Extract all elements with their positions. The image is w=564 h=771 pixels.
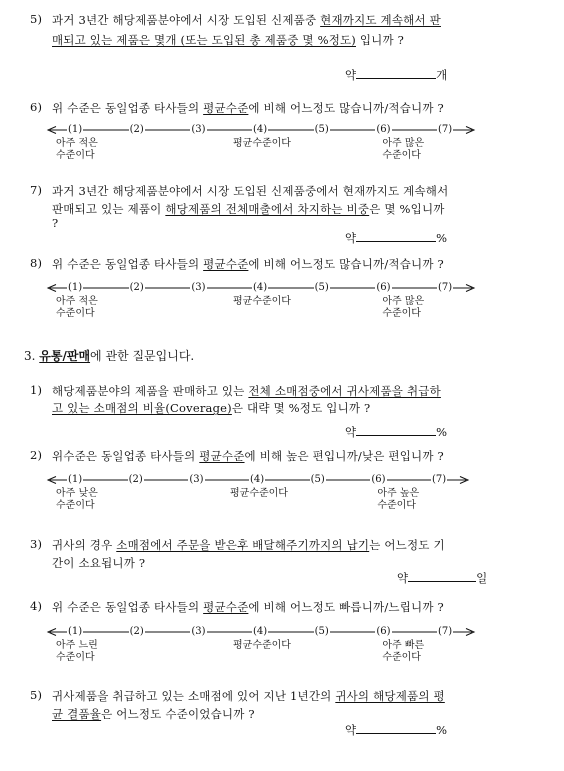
s2-scale-point-5[interactable]: (5) bbox=[310, 474, 325, 485]
q7-answer-unit: % bbox=[436, 231, 448, 245]
q8-high-label-line-1: 아주 많은 bbox=[382, 296, 425, 307]
q8-num: 8) bbox=[30, 256, 43, 270]
s4-high-label-line-1: 아주 빠른 bbox=[382, 640, 425, 651]
s2-scale-point-1[interactable]: (1) bbox=[68, 474, 83, 485]
s4-mid-label-line-1: 평균수준이다 bbox=[233, 640, 291, 651]
s2-scale-point-2[interactable]: (2) bbox=[128, 474, 143, 485]
s2-scale-point-3[interactable]: (3) bbox=[189, 474, 204, 485]
s3-line2: 간이 소요됩니까 ? bbox=[52, 556, 146, 570]
q5-text-d: 입니까 ? bbox=[356, 33, 405, 47]
q6-low-label-line-2: 수준이다 bbox=[56, 150, 95, 161]
s4-text-c: 에 비해 어느정도 빠릅니까/느립니까 ? bbox=[248, 600, 444, 614]
s2-mid-label-line-1: 평균수준이다 bbox=[230, 488, 288, 499]
s2-text-b: 평균수준 bbox=[199, 449, 245, 463]
s4-scale-point-5[interactable]: (5) bbox=[314, 626, 329, 637]
s4-high-label bbox=[382, 640, 424, 664]
section3-rest: 에 관한 질문입니다. bbox=[90, 349, 195, 363]
q7-num: 7) bbox=[30, 183, 43, 197]
q7-line3: ? bbox=[52, 216, 59, 230]
s4-text-a: 위 수준은 동일업종 타사들의 bbox=[52, 600, 204, 614]
s1-text-c: 고 있는 소매점의 비율(Coverage) bbox=[52, 401, 232, 415]
section3-title: 유통/판매 bbox=[39, 349, 91, 363]
s4-scale-point-3[interactable]: (3) bbox=[191, 626, 206, 637]
q6-scale-point-2[interactable]: (2) bbox=[129, 124, 144, 135]
s5-text-a: 귀사제품을 취급하고 있는 소매점에 있어 지난 1년간의 bbox=[52, 689, 336, 703]
s2-num: 2) bbox=[30, 448, 43, 462]
s2-low-label-line-2: 수준이다 bbox=[56, 500, 95, 511]
q8-scale-point-3[interactable]: (3) bbox=[191, 282, 206, 293]
q7-text-b: 해당제품의 전체매출에서 차지하는 비중 bbox=[165, 202, 370, 216]
q5-answer-unit: 개 bbox=[436, 68, 448, 82]
q8-mid-label-line-1: 평균수준이다 bbox=[233, 296, 291, 307]
q8-text-a: 위 수준은 동일업종 타사들의 bbox=[52, 257, 204, 271]
s5-text-c: 균 결품율 bbox=[52, 707, 102, 721]
s4-scale-point-2[interactable]: (2) bbox=[129, 626, 144, 637]
s1-text-a: 해당제품분야의 제품을 판매하고 있는 bbox=[52, 384, 249, 398]
s3-text-c: 는 어느정도 기 bbox=[369, 538, 445, 552]
s2-scale-point-4[interactable]: (4) bbox=[250, 474, 265, 485]
s3-text-a: 귀사의 경우 bbox=[52, 538, 117, 552]
q8-scale-point-6[interactable]: (6) bbox=[376, 282, 391, 293]
q6-scale-point-4[interactable]: (4) bbox=[253, 124, 268, 135]
s4-mid-label bbox=[233, 640, 291, 652]
q8-scale-point-1[interactable]: (1) bbox=[68, 282, 83, 293]
s4-high-label-line-2: 수준이다 bbox=[382, 652, 421, 663]
s4-scale-point-7[interactable]: (7) bbox=[438, 626, 453, 637]
q6-mid-label-line-1: 평균수준이다 bbox=[233, 138, 291, 149]
q8-low-label-line-2: 수준이다 bbox=[56, 308, 95, 319]
s5-answer-unit: % bbox=[436, 723, 448, 737]
q8-text-b: 평균수준 bbox=[203, 257, 249, 271]
q8-low-label-line-1: 아주 적은 bbox=[56, 296, 98, 307]
s4-low-label bbox=[56, 640, 98, 664]
q7-text-c: 은 몇 %입니까 bbox=[369, 202, 445, 216]
s4-scale-point-4[interactable]: (4) bbox=[253, 626, 268, 637]
q6-high-label-line-2: 수준이다 bbox=[382, 150, 421, 161]
q5-num: 5) bbox=[30, 12, 43, 26]
s3-answer-unit: 일 bbox=[476, 571, 488, 585]
q6-text-b: 평균수준 bbox=[203, 101, 249, 115]
q7-line1: 과거 3년간 해당제품분야에서 시장 도입된 신제품중에서 현재까지도 계속해서 bbox=[52, 184, 449, 198]
s2-high-label-line-1: 아주 높은 bbox=[377, 488, 420, 499]
s1-text-b: 전체 소매점중에서 귀사제품을 취급하 bbox=[248, 384, 441, 398]
q6-text-a: 위 수준은 동일업종 타사들의 bbox=[52, 101, 204, 115]
q5-answer-prefix: 약 bbox=[345, 68, 357, 82]
q6-scale-point-3[interactable]: (3) bbox=[191, 124, 206, 135]
q6-scale-point-6[interactable]: (6) bbox=[376, 124, 391, 135]
s2-high-label-line-2: 수준이다 bbox=[377, 500, 416, 511]
s4-text-b: 평균수준 bbox=[203, 600, 249, 614]
q8-scale-point-7[interactable]: (7) bbox=[438, 282, 453, 293]
q8-text-c: 에 비해 어느정도 많습니까/적습니까 ? bbox=[248, 257, 444, 271]
s3-text-b: 소매점에서 주문을 받은후 배달해주기까지의 납기 bbox=[116, 538, 370, 552]
q6-scale-point-1[interactable]: (1) bbox=[68, 124, 83, 135]
s4-low-label-line-2: 수준이다 bbox=[56, 652, 95, 663]
s1-answer-unit: % bbox=[436, 425, 448, 439]
q6-scale-point-7[interactable]: (7) bbox=[438, 124, 453, 135]
section3-num: 3. bbox=[24, 349, 36, 363]
s2-scale-point-7[interactable]: (7) bbox=[432, 474, 447, 485]
s5-answer-prefix: 약 bbox=[345, 723, 357, 737]
q6-low-label-line-1: 아주 적은 bbox=[56, 138, 98, 149]
s3-answer-prefix: 약 bbox=[397, 571, 409, 585]
s4-scale-point-6[interactable]: (6) bbox=[376, 626, 391, 637]
s2-text-a: 위수준은 동일업종 타사들의 bbox=[52, 449, 200, 463]
q6-num: 6) bbox=[30, 100, 43, 114]
q8-scale-point-5[interactable]: (5) bbox=[314, 282, 329, 293]
q8-scale-point-2[interactable]: (2) bbox=[129, 282, 144, 293]
s1-num: 1) bbox=[30, 383, 43, 397]
q7-answer-prefix: 약 bbox=[345, 231, 357, 245]
q6-scale-point-5[interactable]: (5) bbox=[314, 124, 329, 135]
q6-high-label-line-1: 아주 많은 bbox=[382, 138, 425, 149]
s2-text-c: 에 비해 높은 편입니까/낮은 편입니까 ? bbox=[244, 449, 444, 463]
q8-scale-point-4[interactable]: (4) bbox=[253, 282, 268, 293]
q5-text-c: 매되고 있는 제품은 몇개 (또는 도입된 총 제품중 몇 %정도) bbox=[52, 33, 356, 47]
q6-text-c: 에 비해 어느정도 많습니까/적습니까 ? bbox=[248, 101, 444, 115]
q5-text-a: 과거 3년간 해당제품분야에서 시장 도입된 신제품중 bbox=[52, 13, 321, 27]
q5-text-b: 현재까지도 계속해서 판 bbox=[320, 13, 441, 27]
s4-num: 4) bbox=[30, 599, 43, 613]
q8-high-label-line-2: 수준이다 bbox=[382, 308, 421, 319]
s5-text-d: 은 어느정도 수준이었습니까 ? bbox=[101, 707, 255, 721]
q7-text-a: 판매되고 있는 제품이 bbox=[52, 202, 166, 216]
s2-low-label-line-1: 아주 낮은 bbox=[56, 488, 98, 499]
s1-text-d: 은 대략 몇 %정도 입니까 ? bbox=[231, 401, 371, 415]
s4-scale-point-1[interactable]: (1) bbox=[68, 626, 83, 637]
s3-num: 3) bbox=[30, 537, 43, 551]
s5-num: 5) bbox=[30, 688, 43, 702]
s1-answer-prefix: 약 bbox=[345, 425, 357, 439]
s2-scale-point-6[interactable]: (6) bbox=[371, 474, 386, 485]
s5-text-b: 귀사의 해당제품의 평 bbox=[335, 689, 445, 703]
s4-low-label-line-1: 아주 느린 bbox=[56, 640, 98, 651]
